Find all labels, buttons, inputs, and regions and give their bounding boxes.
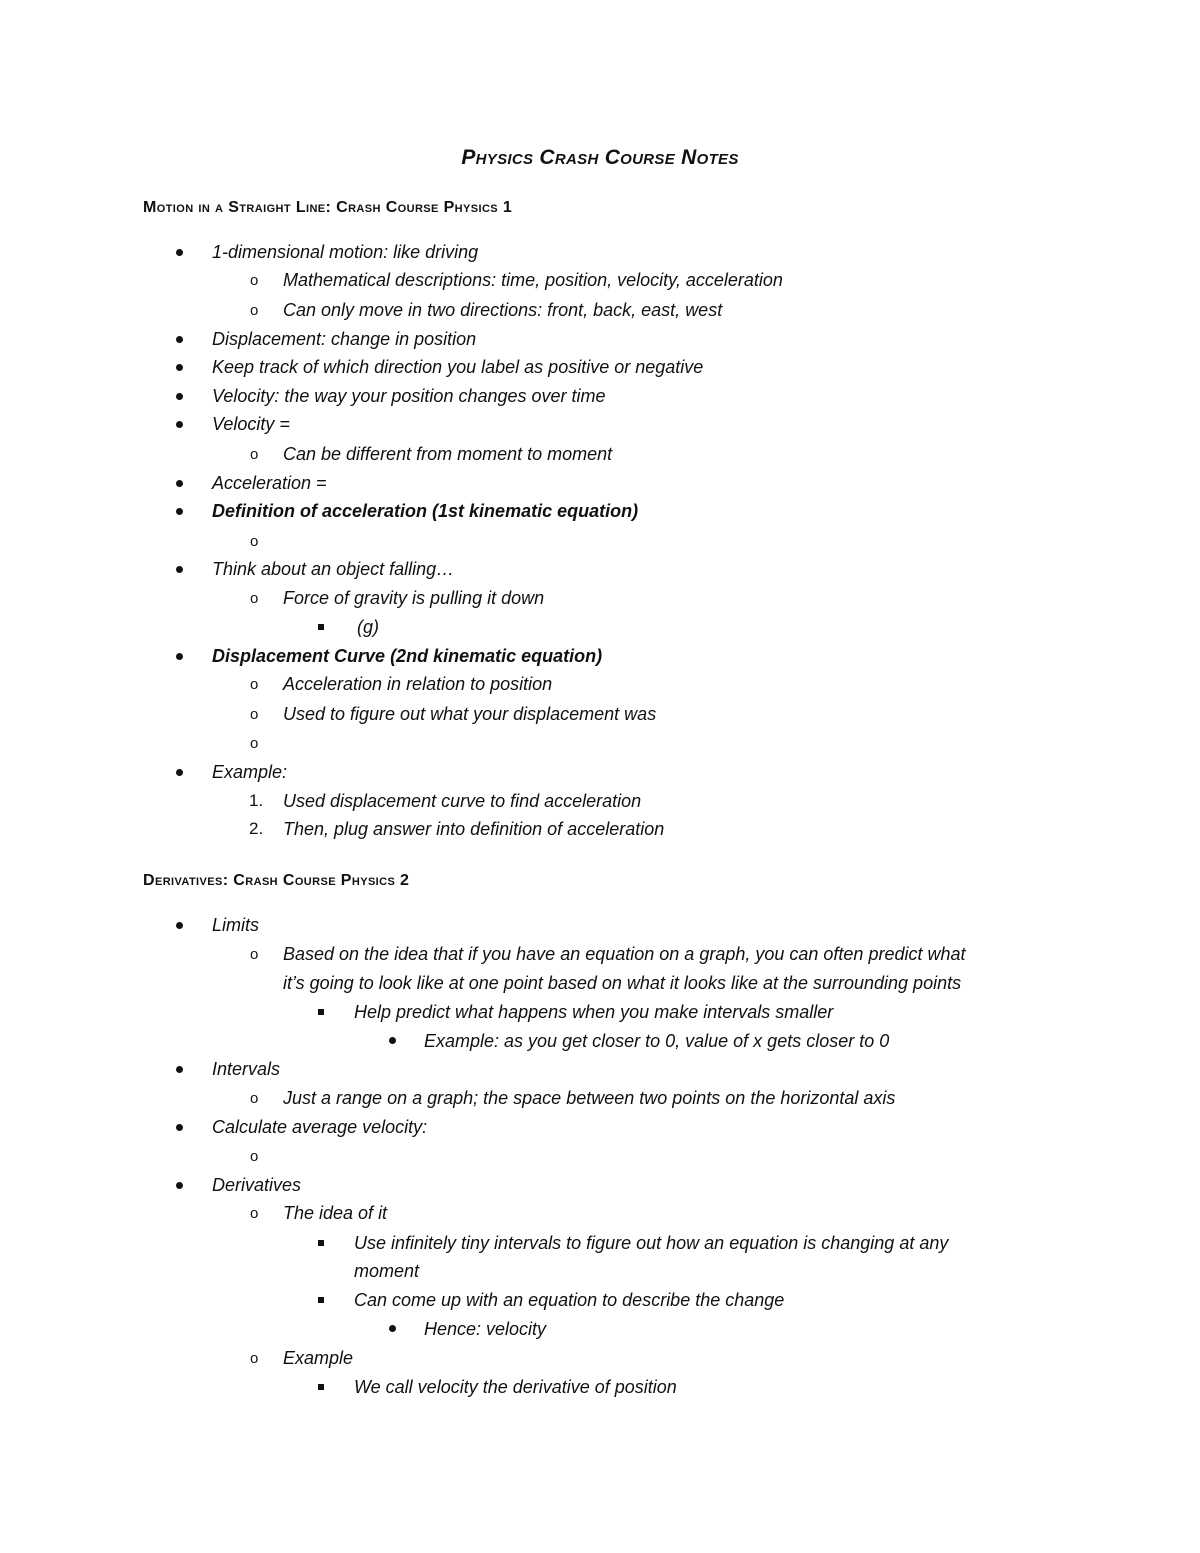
list-item: Mathematical descriptions: time, position, velocity, acceleration [283,270,783,290]
bullet-square [318,1240,324,1246]
sub-bullet-marker: o [250,735,259,752]
section-heading-derivatives: Derivatives: Crash Course Physics 2 [143,872,410,889]
bullet-square [318,624,324,630]
list-item: Help predict what happens when you make intervals smaller [354,1002,834,1022]
list-item-continuation: moment [354,1261,420,1281]
list-item: Limits [212,915,260,935]
sub-bullet-marker: o [250,1205,259,1222]
sub-bullet-marker: o [250,706,259,723]
list-item: Force of gravity is pulling it down [283,588,545,608]
list-item: Definition of acceleration (1st kinematic equation) [212,501,639,521]
bullet-dot [176,1182,183,1189]
list-item: Used to figure out what your displacement was [283,704,657,724]
list-item: Intervals [212,1059,281,1079]
sub-bullet-marker: o [250,676,259,693]
bullet-dot [176,1124,183,1131]
bullet-dot [176,364,183,371]
list-number: 2. [249,819,264,838]
list-item: Displacement: change in position [212,329,477,349]
list-item: Keep track of which direction you label as positive or negative [212,357,704,377]
list-item: (g) [357,617,379,637]
bullet-dot [389,1037,396,1044]
sub-bullet-marker: o [250,533,259,550]
list-item: Based on the idea that if you have an equation on a graph, you can often predict what [283,944,966,964]
list-item: Example: [212,762,288,782]
bullet-dot [176,1066,183,1073]
bullet-square [318,1009,324,1015]
list-item: Think about an object falling… [212,559,455,579]
list-item: Displacement Curve (2nd kinematic equation) [212,646,603,666]
sub-bullet-marker: o [250,1090,259,1107]
list-item: Calculate average velocity: [212,1117,428,1137]
sub-bullet-marker: o [250,272,259,289]
bullet-square [318,1297,324,1303]
bullet-dot [176,566,183,573]
list-item: Use infinitely tiny intervals to figure out how an equation is changing at any [354,1233,949,1253]
bullet-dot [176,336,183,343]
bullet-dot [176,480,183,487]
sub-bullet-marker: o [250,946,259,963]
list-item: The idea of it [283,1203,388,1223]
list-number: 1. [249,791,264,810]
bullet-dot [176,393,183,400]
list-item: We call velocity the derivative of position [354,1377,677,1397]
bullet-dot [176,769,183,776]
bullet-dot [176,922,183,929]
list-item: Derivatives [212,1175,302,1195]
list-item: Example: as you get closer to 0, value of x gets closer to 0 [424,1031,890,1051]
list-item-continuation: it’s going to look like at one point based on what it looks like at the surrounding points [283,973,962,993]
sub-bullet-marker: o [250,446,259,463]
sub-bullet-marker: o [250,1148,259,1165]
section-heading-motion: Motion in a Straight Line: Crash Course Physics 1 [143,199,513,216]
bullet-dot [176,249,183,256]
list-item: Hence: velocity [424,1319,547,1339]
bullet-dot [176,508,183,515]
bullet-dot [389,1325,396,1332]
list-item: Can be different from moment to moment [283,444,613,464]
page-title: Physics Crash Course Notes [461,146,739,169]
list-item: Acceleration in relation to position [283,674,553,694]
list-item: Then, plug answer into definition of acceleration [283,819,665,839]
list-item: Can only move in two directions: front, back, east, west [283,300,723,320]
list-item: Can come up with an equation to describe the change [354,1290,785,1310]
list-item: Velocity: the way your position changes over time [212,386,606,406]
list-item: 1-dimensional motion: like driving [212,242,479,262]
bullet-square [318,1384,324,1390]
list-item: Velocity = [212,414,290,434]
bullet-dot [176,653,183,660]
list-item: Acceleration = [212,473,327,493]
sub-bullet-marker: o [250,1350,259,1367]
sub-bullet-marker: o [250,590,259,607]
list-item: Used displacement curve to find acceleration [283,791,642,811]
list-item: Example [283,1348,354,1368]
list-item: Just a range on a graph; the space between two points on the horizontal axis [283,1088,896,1108]
bullet-dot [176,421,183,428]
sub-bullet-marker: o [250,302,259,319]
